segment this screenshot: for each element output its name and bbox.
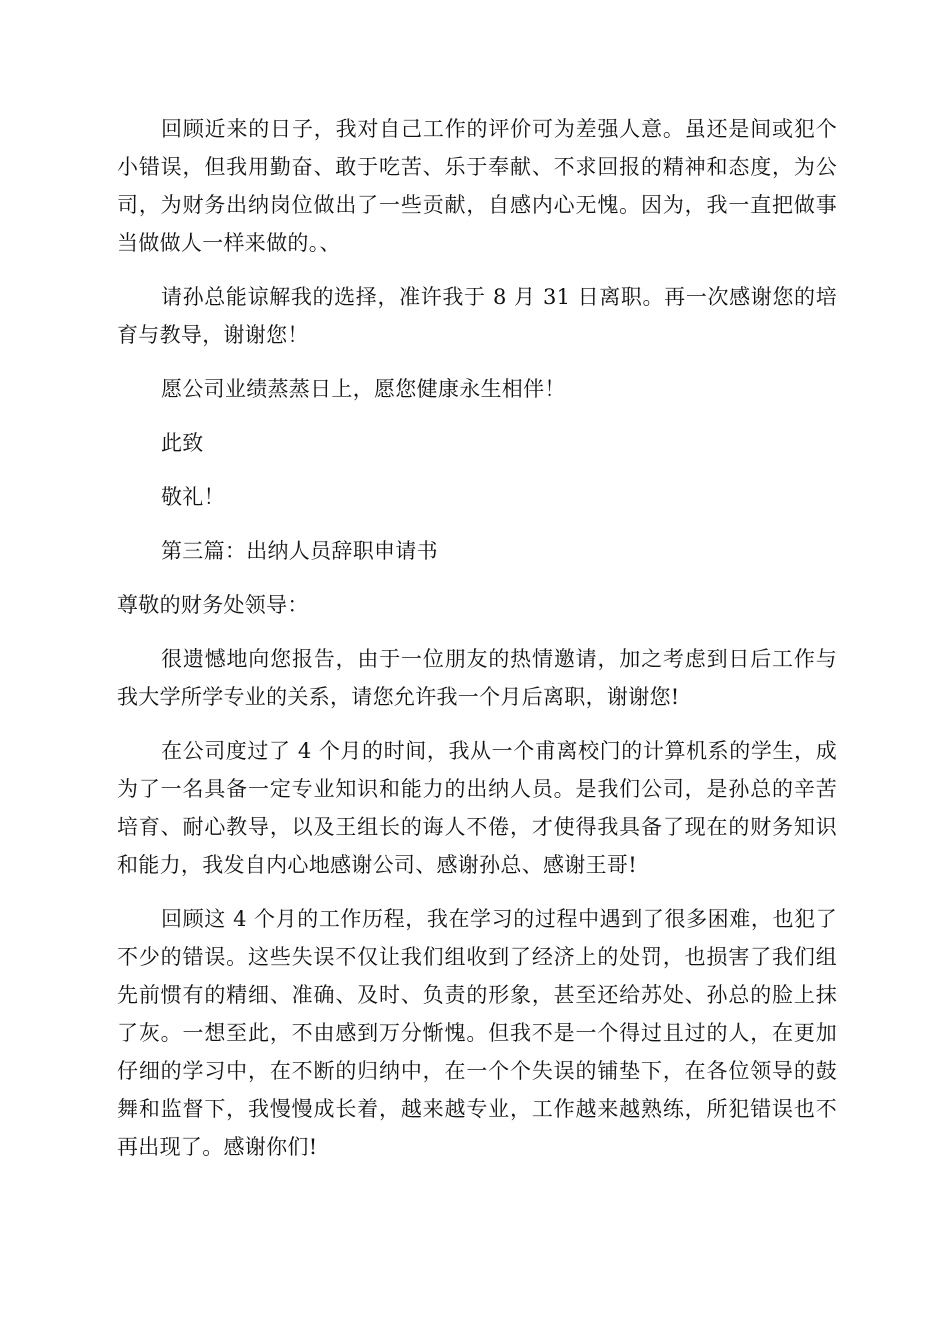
section-heading: 第三篇：出纳人员辞职申请书 [161,539,438,563]
document-body [117,110,837,1166]
closing-salutation: 此致 [161,431,204,455]
paragraph-reason: 很遗憾地向您报告，由于一位朋友的热情邀请，加之考虑到日后工作与我大学所学专业的关系，请您允许我一个月后离职，谢谢您! [117,647,837,709]
paragraph-reflection: 回顾这 4 个月的工作历程，我在学习的过程中遇到了很多困难，也犯了不少的错误。这些失误不仅让我们组收到了经济上的处罚，也损害了我们组先前惯有的精细、准确、及时、负责的形象，甚至还给苏处、孙总的脸上抹了灰。一想至此，不由感到万分惭愧。但我不是一个得过且过的人，在更加仔细的学习中，在不断的归纳中，在一个个失误的铺垫下，在各位领导的鼓舞和监督下，我慢慢成长着，越来越专业，工作越来越熟练，所犯错误也不再出现了。感谢你们! [117,907,837,1159]
paragraph-gratitude: 在公司度过了 4 个月的时间，我从一个甫离校门的计算机系的学生，成为了一名具备一定专业知识和能力的出纳人员。是我们公司，是孙总的辛苦培育、耐心教导，以及王组长的诲人不倦，才使得我具备了现在的财务知识和能力，我发自内心地感谢公司、感谢孙总、感谢王哥! [117,739,837,877]
paragraph-review: 回顾近来的日子，我对自己工作的评价可为差强人意。虽还是间或犯个小错误，但我用勤奋、敢于吃苦、乐于奉献、不求回报的精神和态度，为公司，为财务出纳岗位做出了一些贡献，自感内心无愧。因为，我一直把做事当做做人一样来做的。、 [117,117,837,255]
letter-greeting: 尊敬的财务处领导： [117,593,309,617]
paragraph-request: 请孙总能谅解我的选择，准许我于 8 月 31 日离职。再一次感谢您的培育与教导，谢谢您！ [117,285,837,347]
closing-regards: 敬礼！ [161,485,225,509]
paragraph-wishes: 愿公司业绩蒸蒸日上，愿您健康永生相伴！ [161,377,566,401]
